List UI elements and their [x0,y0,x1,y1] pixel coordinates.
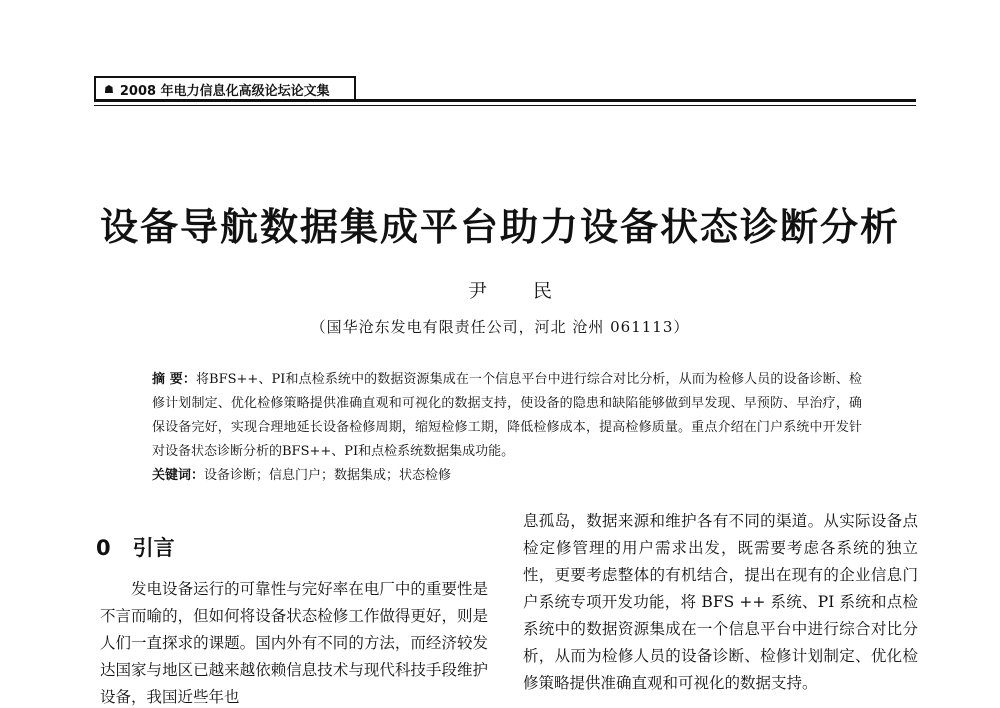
running-header-text: 2008 年电力信息化高级论坛论文集 [119,83,330,99]
abstract-text: 将BFS++、PI和点检系统中的数据资源集成在一个信息平台中进行综合对比分析，从而为检修人员的设备诊断、检修计划制定、优化检修策略提供准确直观和可视化的数据支持，使设备的隐患和缺陷能够做到早发现、早预防、早治疗，确保设备完好，实现合理地延长设备检修周期，缩短检修工期，降低检修成本，提高检修质量。重点介绍在门户系统中开发针对设备状态诊断分析的BFS++、PI和点检系统数据集成功能。 [152,372,862,459]
keywords [152,464,862,488]
author-name: 尹 民 [467,280,573,302]
section-title-text: 引言 [132,536,175,560]
section-number: 0 [96,536,111,560]
header-rule-thick [94,99,916,102]
keywords-text: 设备诊断；信息门户；数据集成；状态检修 [204,468,452,483]
body-left-column: 发电设备运行的可靠性与完好率在电厂中的重要性是不言而喻的，但如何将设备状态检修工作做得更好，则是人们一直探求的课题。国内外有不同的方法，而经济较发达国家与地区已越来越依赖信息技术与现代科技手段维护设备，我国近些年也 [100,580,488,706]
abstract [152,368,862,464]
section-heading [96,532,175,562]
keywords-label: 关键词： [152,468,205,483]
running-header [94,76,356,100]
header-rule-thin [94,105,916,106]
author-affiliation: （国华沧东发电有限责任公司，河北 沧州 061113） [310,318,690,336]
paper-title: 设备导航数据集成平台助力设备状态诊断分析 [99,205,900,249]
abstract-label: 摘 要： [152,372,196,387]
body-right-column: 息孤岛，数据来源和维护各有不同的渠道。从实际设备点检定修管理的用户需求出发，既需要考虑各系统的独立性，更要考虑整体的有机结合，提出在现有的企业信息门户系统专项开发功能，将 BFS ++ 系统、PI 系统和点检系统中的数据资源集成在一个信息平台中进行综合对比分析，从而为检修人员的设备诊断、检修计划制定、优化检修策略提供准确直观和可视化的数据支持。 [523,512,918,692]
book-logo-icon: ☗ [104,82,114,96]
